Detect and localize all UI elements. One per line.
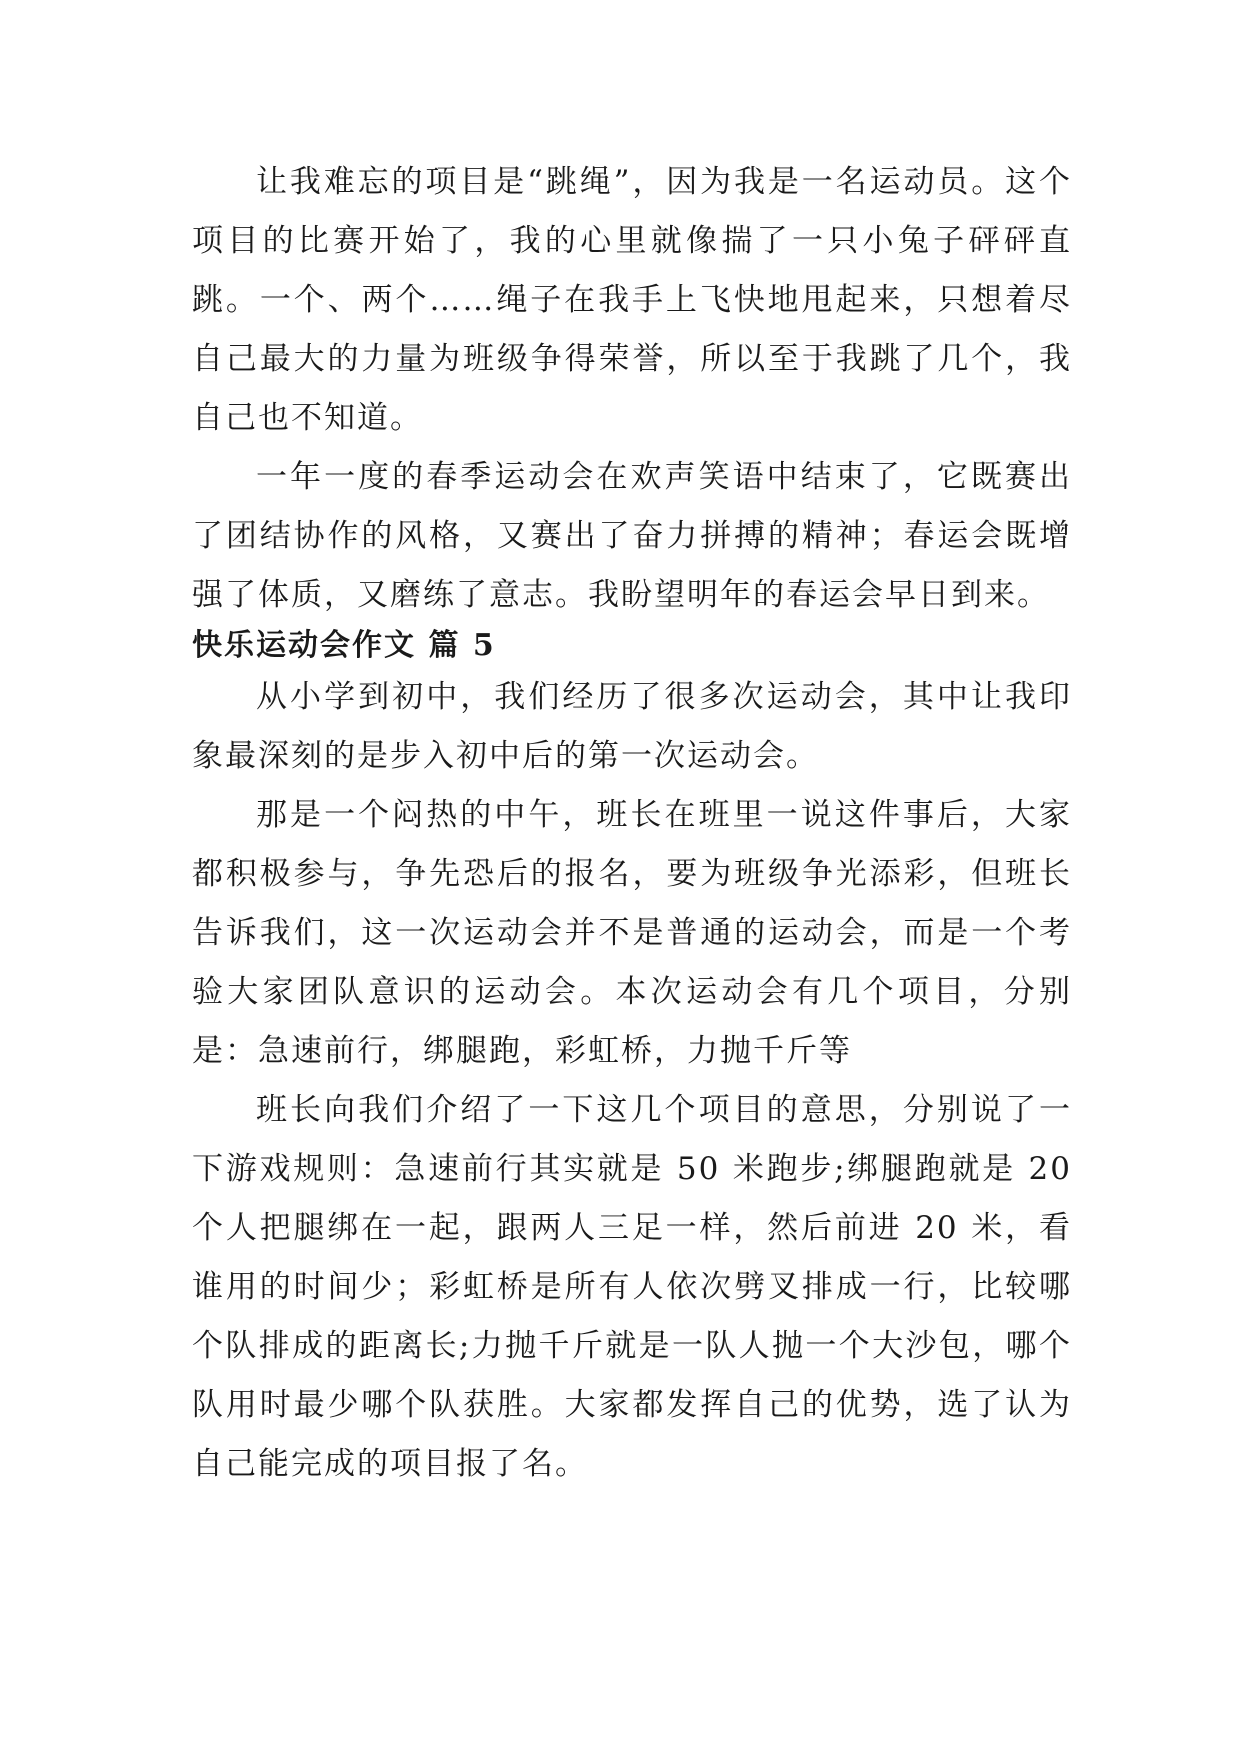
section-b (192, 624, 1072, 668)
paragraph: 一年一度的春季运动会在欢声笑语中结束了，它既赛出了团结协作的风格，又赛出了奋力拼搏的精神；春运会既增强了体质，又磨练了意志。我盼望明年的春运会早日到来。 (192, 459, 1072, 613)
paragraph: 从小学到初中，我们经历了很多次运动会，其中让我印象最深刻的是步入初中后的第一次运动会。 (192, 679, 1072, 774)
section-a (192, 153, 1072, 625)
paragraph: 那是一个闷热的中午，班长在班里一说这件事后，大家都积极参与，争先恐后的报名，要为班级争光添彩，但班长告诉我们，这一次运动会并不是普通的运动会，而是一个考验大家团队意识的运动会。本次运动会有几个项目，分别是：急速前行，绑腿跑，彩虹桥，力抛千斤等 (192, 797, 1072, 1069)
section-b-body (192, 668, 1072, 1494)
paragraph: 班长向我们介绍了一下这几个项目的意思，分别说了一下游戏规则：急速前行其实就是 50 米跑步;绑腿跑就是 20 个人把腿绑在一起，跟两人三足一样，然后前进 20 米，看谁用的时间少；彩虹桥是所有人依次劈叉排成一行，比较哪个队排成的距离长;力抛千斤就是一队人抛一个大沙包，哪个队用时最少哪个队获胜。大家都发挥自己的优势，选了认为自己能完成的项目报了名。 (192, 1092, 1072, 1482)
paragraph: 让我难忘的项目是“跳绳”，因为我是一名运动员。这个项目的比赛开始了，我的心里就像揣了一只小兔子砰砰直跳。一个、两个……绳子在我手上飞快地甩起来，只想着尽自己最大的力量为班级争得荣誉，所以至于我跳了几个，我自己也不知道。 (192, 164, 1072, 436)
article-heading: 快乐运动会作文 篇 5 (192, 628, 496, 663)
